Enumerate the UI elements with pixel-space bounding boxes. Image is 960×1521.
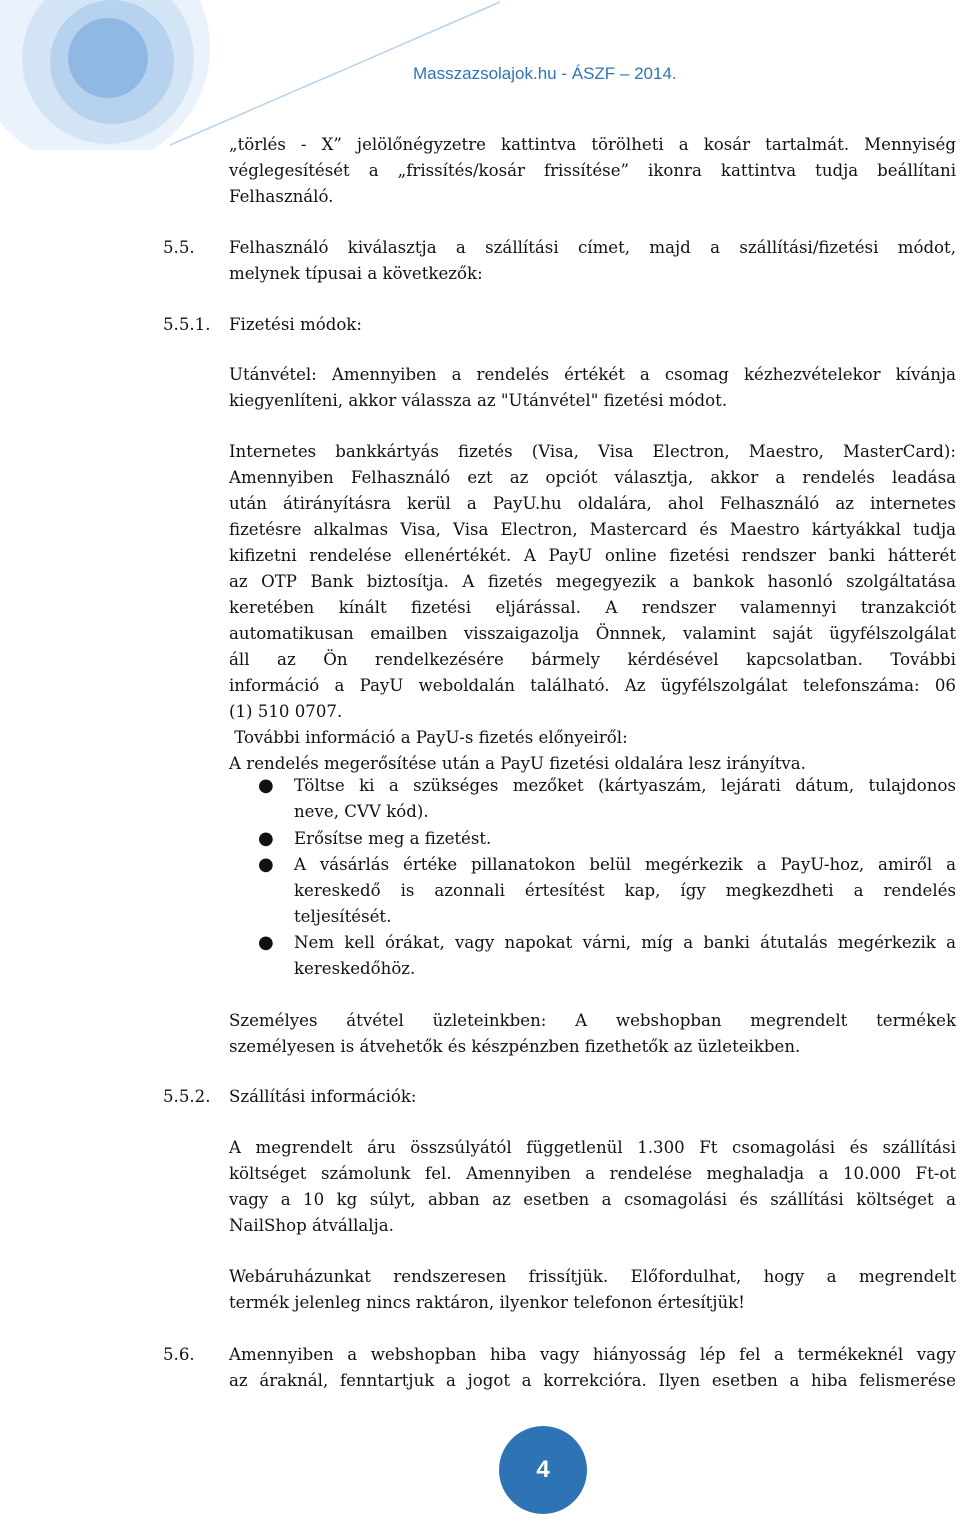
text-line: Internetes bankkártyás fizetés (Visa, Visa Electron, Maestro, MasterCard): xyxy=(229,442,956,461)
list-item xyxy=(294,852,956,930)
text-line: Amennyiben Felhasználó ezt az opciót választja, akkor a rendelés leadása xyxy=(229,468,956,487)
page-number-badge xyxy=(499,1426,587,1514)
text-line: melynek típusai a következők: xyxy=(229,264,483,283)
pickup-paragraph xyxy=(229,1008,956,1060)
section-title: Fizetési módok: xyxy=(229,315,362,334)
section-5-6 xyxy=(229,1342,956,1394)
text-line: fizetésre alkalmas Visa, Visa Electron, Mastercard és Maestro kártyákkal tudja xyxy=(229,520,956,539)
text-line: költséget számolunk fel. Amennyiben a rendelése meghaladja a 10.000 Ft-ot xyxy=(229,1164,956,1183)
bullet-icon: ● xyxy=(258,828,274,849)
bullet-icon: ● xyxy=(258,932,274,953)
text-line: Felhasználó kiválasztja a szállítási címet, majd a szállítási/fizetési módot, xyxy=(229,238,956,257)
list-item xyxy=(294,773,956,825)
text-line: Utánvétel: Amennyiben a rendelés értékét a csomag kézhezvételekor kívánja xyxy=(229,365,956,384)
bullet-icon: ● xyxy=(258,775,274,796)
text-line: kifizetni rendelése ellenértékét. A PayU online fizetési rendszer banki hátterét xyxy=(229,546,956,565)
text-line: (1) 510 0707. xyxy=(229,702,343,721)
text-line: vagy a 10 kg súlyt, abban az esetben a csomagolási és szállítási költséget a xyxy=(229,1190,956,1209)
text-line: keretében kínált fizetési eljárással. A rendszer valamennyi tranzakciót xyxy=(229,598,956,617)
text-line: NailShop átvállalja. xyxy=(229,1216,394,1235)
text-line: után átirányításra kerül a PayU.hu oldalára, ahol Felhasználó az internetes xyxy=(229,494,956,513)
text-line: Felhasználó. xyxy=(229,187,334,206)
text-line: A megrendelt áru összsúlyától függetlenül 1.300 Ft csomagolási és szállítási xyxy=(229,1138,956,1157)
text-line: teljesítését. xyxy=(294,907,392,926)
stock-paragraph xyxy=(229,1264,956,1316)
text-line: További információ a PayU-s fizetés előnyeiről: xyxy=(229,728,628,747)
text-line: kereskedő is azonnali értesítést kap, így megkezdheti a rendelés xyxy=(294,881,956,900)
text-line: az áraknál, fenntartjuk a jogot a korrekcióra. Ilyen esetben a hiba felismerése xyxy=(229,1371,956,1390)
text-line: az OTP Bank biztosítja. A fizetés megegyezik a bankok hasonló szolgáltatása xyxy=(229,572,956,591)
text-line: „törlés - X” jelölőnégyzetre kattintva törölheti a kosár tartalmát. Mennyiség xyxy=(229,135,956,154)
text-line: kereskedőhöz. xyxy=(294,959,416,978)
list-item xyxy=(294,826,956,852)
text-line: személyesen is átvehetők és készpénzben fizethetők az üzleteikben. xyxy=(229,1037,801,1056)
text-line: A rendelés megerősítése után a PayU fizetési oldalára lesz irányítva. xyxy=(229,754,806,773)
text-line: Nem kell órákat, vagy napokat várni, míg a banki átutalás megérkezik a xyxy=(294,933,956,952)
card-payment-paragraph xyxy=(229,439,956,777)
list-item xyxy=(294,930,956,982)
text-line: Webáruházunkat rendszeresen frissítjük. Előfordulhat, hogy a megrendelt xyxy=(229,1267,956,1286)
text-line: Amennyiben a webshopban hiba vagy hiányosság lép fel a termékeknél vagy xyxy=(229,1345,956,1364)
section-number: 5.6. xyxy=(163,1345,195,1364)
text-line: neve, CVV kód). xyxy=(294,802,429,821)
text-line: Személyes átvétel üzleteinkben: A webshopban megrendelt termékek xyxy=(229,1011,956,1030)
text-line: kiegyenlíteni, akkor válassza az "Utánvétel" fizetési módot. xyxy=(229,391,728,410)
shipping-paragraph xyxy=(229,1135,956,1239)
text-line: áll az Ön rendelkezésére bármely kérdésével kapcsolatban. További xyxy=(229,650,956,669)
section-5-5 xyxy=(229,235,956,287)
text-line: Töltse ki a szükséges mezőket (kártyaszám, lejárati dátum, tulajdonos xyxy=(294,776,956,795)
text-line: automatikusan emailben visszaigazolja Önnnek, valamint saját ügyfélszolgálat xyxy=(229,624,956,643)
text-line: A vásárlás értéke pillanatokon belül megérkezik a PayU-hoz, amiről a xyxy=(294,855,956,874)
cod-paragraph xyxy=(229,362,956,414)
intro-paragraph xyxy=(229,132,956,210)
page-number: 4 xyxy=(536,1456,550,1483)
section-number: 5.5. xyxy=(163,238,195,257)
text-line: véglegesítését a „frissítés/kosár frissítése” ikonra kattintva tudja beállítani xyxy=(229,161,956,180)
section-title: Szállítási információk: xyxy=(229,1087,417,1106)
section-number: 5.5.2. xyxy=(163,1087,211,1106)
section-number: 5.5.1. xyxy=(163,315,211,334)
text-line: termék jelenleg nincs raktáron, ilyenkor telefonon értesítjük! xyxy=(229,1293,745,1312)
text-line: Erősítse meg a fizetést. xyxy=(294,829,492,848)
text-line: információ a PayU weboldalán található. Az ügyfélszolgálat telefonszáma: 06 xyxy=(229,676,956,695)
bullet-icon: ● xyxy=(258,854,274,875)
header-title: Masszazsolajok.hu - ÁSZF – 2014. xyxy=(413,64,677,83)
